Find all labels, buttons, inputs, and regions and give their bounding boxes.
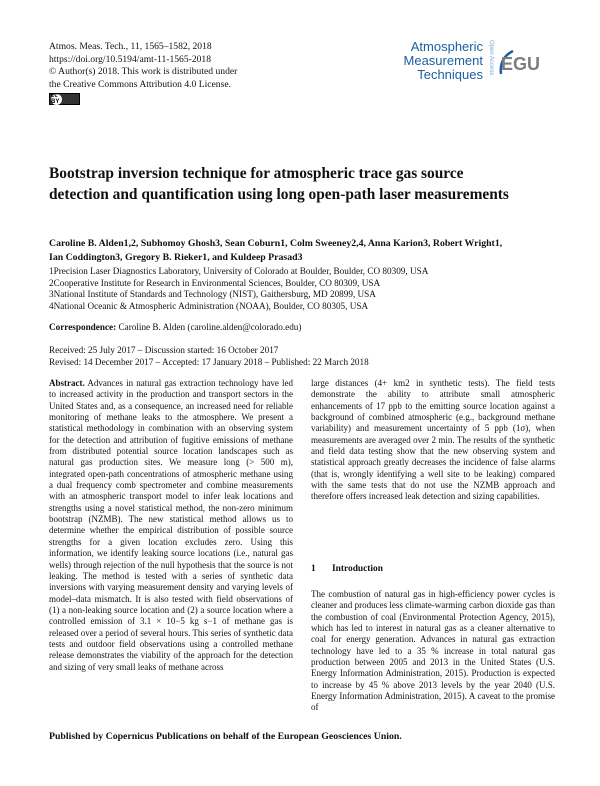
cc-badge-label: cc BY xyxy=(51,94,62,105)
section-title: Introduction xyxy=(332,564,383,574)
article-title: Bootstrap inversion technique for atmospheric trace gas source detection and quantification using long open-path laser measurements xyxy=(49,165,509,203)
correspondence-contact[interactable]: Caroline B. Alden (caroline.alden@colorado.edu) xyxy=(118,322,302,332)
journal-line-2: Measurement xyxy=(403,53,483,68)
journal-logo xyxy=(398,40,483,82)
egu-logo-icon xyxy=(497,48,541,78)
license-text: the Creative Commons Attribution 4.0 License. xyxy=(49,78,231,90)
authors-line-2: Ian Coddington3, Gregory B. Rieker1, and Kuldeep Prasad3 xyxy=(49,252,303,263)
journal-line-3: Techniques xyxy=(417,67,483,82)
author-list xyxy=(49,237,569,265)
affiliation-3: 3National Institute of Standards and Technology (NIST), Gaithersburg, MD 20899, USA xyxy=(49,289,376,299)
open-access-label: Open Access xyxy=(488,40,494,76)
abstract-label: Abstract. xyxy=(49,378,85,388)
affiliations xyxy=(49,266,428,312)
section-heading-introduction xyxy=(311,564,397,574)
abstract-column-1 xyxy=(49,378,293,673)
affiliation-1: 1Precision Laser Diagnostics Laboratory, University of Colorado at Boulder, Boulder, CO 80309, USA xyxy=(49,266,429,276)
cc-by-icon[interactable] xyxy=(49,93,80,105)
authors-line-1: Caroline B. Alden1,2, Subhomoy Ghosh3, Sean Coburn1, Colm Sweeney2,4, Anna Karion3, Robert Wright1, xyxy=(49,238,503,249)
correspondence-label: Correspondence: xyxy=(49,322,117,332)
dates-line-2: Revised: 14 December 2017 – Accepted: 17 January 2018 – Published: 22 March 2018 xyxy=(49,356,369,367)
correspondence xyxy=(49,322,301,332)
egu-logo-text: EGU xyxy=(501,54,541,74)
abstract-text-2: large distances (4+ km2 in synthetic tests). The field tests demonstrate the ability to attribute small atmospheric enhancements of 17 ppb to the emitting source location against a background of combined atmospheric (e.g., background methane variability) and measurement uncertainty of 5 ppb (1σ), when measurements are averaged over 2 min. The results of the synthetic and field data testing show that the new observing system and statistical approach greatly decreases the incidence of false alarms (that is, wrongly identifying a well site to be leaking) compared with the same tests that do not use the NZMB approach and therefore offers increased leak detection and sizing capabilities. xyxy=(311,378,555,502)
affiliation-4: 4National Oceanic & Atmospheric Administration (NOAA), Boulder, CO 80305, USA xyxy=(49,300,369,311)
abstract-column-2 xyxy=(311,378,555,503)
doi-link[interactable]: https://doi.org/10.5194/amt-11-1565-2018 xyxy=(49,53,212,65)
dates-line-1: Received: 25 July 2017 – Discussion started: 16 October 2017 xyxy=(49,345,279,355)
intro-paragraph: The combustion of natural gas in high-efficiency power cycles is cleaner and produces less climate-warming carbon dioxide gas than the combustion of coal (Environmental Protection Agency, 2015), which has led to interest in natural gas as a cleaner alternative to coal for energy generation. Advances in natural gas extraction technology have led to a 35 % increase in total natural gas production between 2005 and 2013 in the United States (U.S. Energy Information Administration, 2015). Production is expected to increase by 45 % above 2013 levels by the year 2040 (U.S. Energy Information Administration, 2015). A caveat to the promise of xyxy=(311,589,555,713)
copyright: © Author(s) 2018. This work is distributed under xyxy=(49,66,238,78)
abstract-text-1: Advances in natural gas extraction technology have led to increased activity in the production and transport sectors in the United States and, as a consequence, an increased need for reliable monitoring of methane leaks to the atmosphere. We present a statistical methodology in combination with an observing system for the detection and attribution of fugitive emissions of methane from distributed potential source location landscapes such as natural gas production sites. We measure long (> 500 m), integrated open-path concentrations of atmospheric methane using a dual frequency comb spectrometer and combine measurements with an atmospheric transport model to infer leak locations and strengths using a novel statistical method, the non-zero minimum bootstrap (NZMB). The new statistical method allows us to determine whether the empirical distribution of possible source strengths for a given location excludes zero. Using this information, we identify leaking source locations (i.e., natural gas wells) through rejection of the null hypothesis that the source is not leaking. The method is tested with a series of synthetic data inversions with varying measurement density and varying levels of model–data mismatch. It is also tested with field observations of (1) a non-leaking source location and (2) a source location where a controlled emission of 3.1 × 10−5 kg s−1 of methane gas is released over a period of several hours. This series of synthetic data tests and outdoor field observations using a controlled methane release demonstrates the viability of the approach for the detection and sizing of very small leaks of methane across xyxy=(49,378,293,672)
journal-line-1: Atmospheric xyxy=(410,39,483,54)
publisher-footer: Published by Copernicus Publications on behalf of the European Geosciences Union. xyxy=(49,731,402,742)
article-header xyxy=(49,41,237,91)
citation: Atmos. Meas. Tech., 11, 1565–1582, 2018 xyxy=(49,41,212,52)
section-number: 1 xyxy=(311,564,316,574)
affiliation-2: 2Cooperative Institute for Research in Environmental Sciences, Boulder, CO 80309, USA xyxy=(49,277,381,288)
publication-dates xyxy=(49,345,369,368)
introduction-text xyxy=(311,589,555,714)
